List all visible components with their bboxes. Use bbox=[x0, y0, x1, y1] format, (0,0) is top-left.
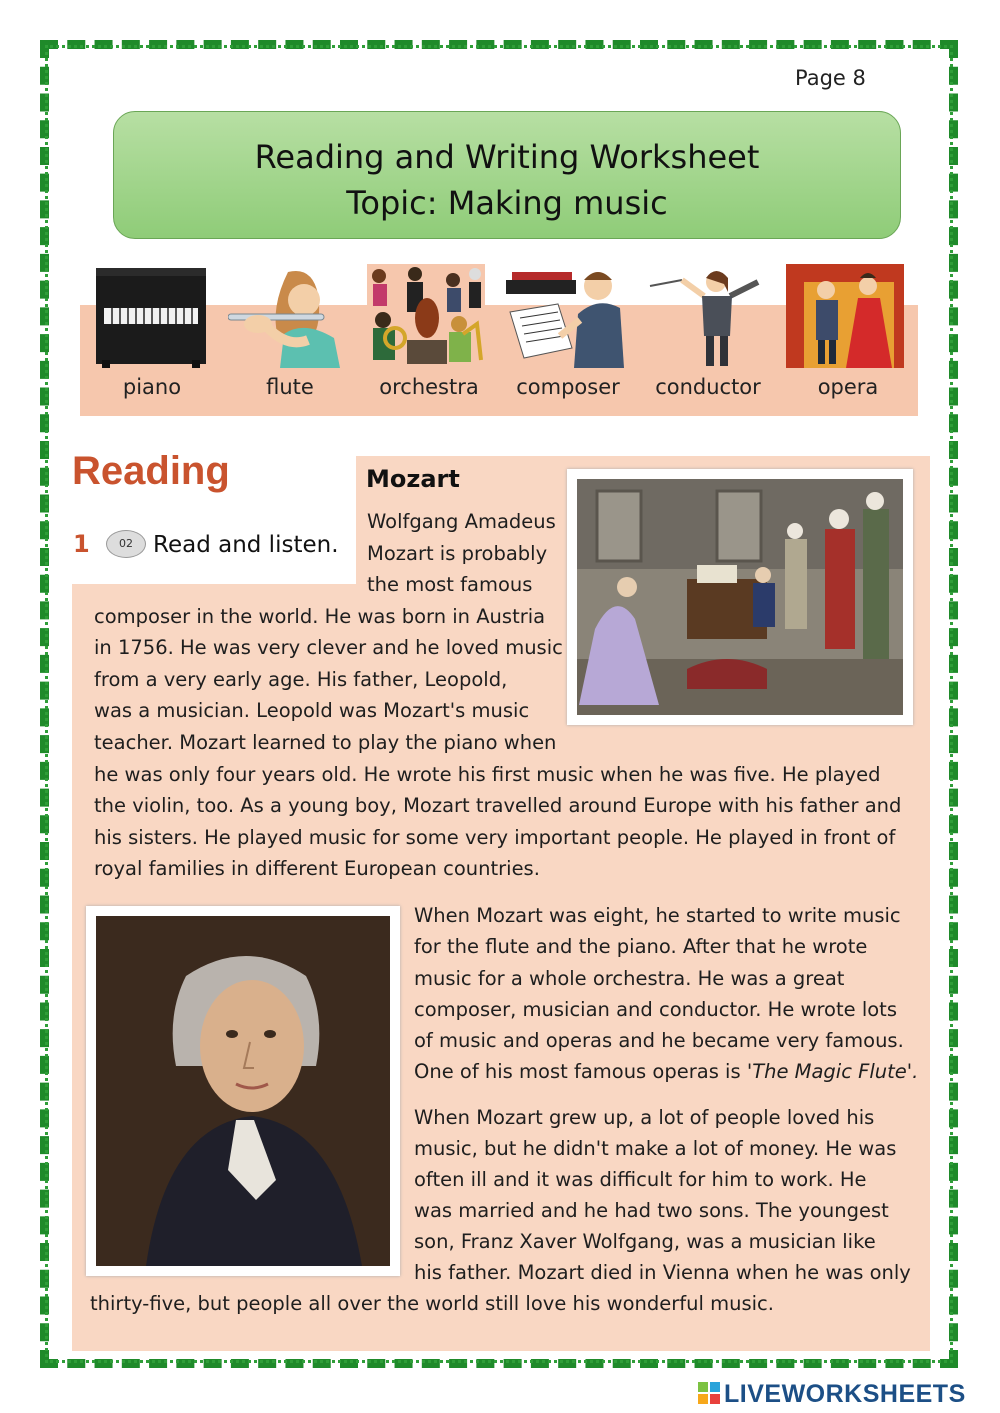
logo-mark-icon bbox=[698, 1382, 720, 1406]
vocab-label: conductor bbox=[655, 375, 761, 399]
piano-icon bbox=[90, 264, 208, 368]
section-heading: Reading bbox=[72, 449, 230, 493]
page-number: Page 8 bbox=[795, 66, 866, 90]
vocabulary-strip bbox=[80, 264, 918, 416]
mozart-portrait bbox=[86, 906, 400, 1276]
logo-text: LIVEWORKSHEETS bbox=[724, 1380, 966, 1408]
text-line: music for a whole orchestra. He was a great bbox=[414, 967, 845, 990]
conductor-icon bbox=[646, 264, 764, 368]
exercise-number: 1 bbox=[73, 530, 90, 558]
painting-image bbox=[567, 469, 913, 725]
text-line: from a very early age. His father, Leopold, bbox=[94, 668, 508, 691]
portrait-image bbox=[86, 906, 400, 1276]
text-line: was a musician. Leopold was Mozart's music bbox=[94, 699, 530, 722]
vocab-item-flute bbox=[220, 264, 346, 416]
vocab-item-piano bbox=[82, 264, 208, 416]
text-line: was married and he had two sons. The youngest bbox=[414, 1199, 889, 1222]
text-line: When Mozart grew up, a lot of people loved his bbox=[414, 1106, 875, 1129]
orchestra-icon bbox=[367, 264, 485, 368]
text-line: composer in the world. He was born in Austria bbox=[94, 605, 546, 628]
opera-title: 'The Magic Flute'. bbox=[746, 1060, 919, 1083]
text-line: his father. Mozart died in Vienna when he was only bbox=[414, 1261, 911, 1284]
text-line: for the flute and the piano. After that he wrote bbox=[414, 935, 868, 958]
vocab-label: composer bbox=[516, 375, 620, 399]
text-line: son, Franz Xaver Wolfgang, was a musician like bbox=[414, 1230, 876, 1253]
vocab-label: opera bbox=[817, 375, 879, 399]
text-line: of music and operas and he became very famous. bbox=[414, 1029, 904, 1052]
text-line: the violin, too. As a young boy, Mozart travelled around Europe with his father and bbox=[94, 794, 902, 817]
text-line: Wolfgang Amadeus bbox=[367, 510, 556, 533]
exercise-instruction: Read and listen. bbox=[153, 532, 339, 558]
text-line: royal families in different European countries. bbox=[94, 857, 540, 880]
vocab-item-composer bbox=[498, 264, 624, 416]
flute-player-icon bbox=[228, 264, 346, 368]
audio-track-icon[interactable] bbox=[106, 530, 146, 558]
text-line: the most famous bbox=[367, 573, 533, 596]
text-line: in 1756. He was very clever and he loved music bbox=[94, 636, 563, 659]
article-title: Mozart bbox=[366, 465, 460, 493]
mozart-concert-painting bbox=[567, 469, 913, 725]
text-line: often ill and it was difficult for him to work. He bbox=[414, 1168, 867, 1191]
vocab-label: flute bbox=[266, 375, 314, 399]
title-banner bbox=[113, 111, 901, 239]
text-segment: One of his most famous operas is bbox=[414, 1060, 747, 1083]
opera-singers-icon bbox=[786, 264, 904, 368]
vocab-item-opera bbox=[778, 264, 904, 416]
vocab-item-conductor bbox=[638, 264, 764, 416]
text-line: composer, musician and conductor. He wrote lots bbox=[414, 998, 897, 1021]
text-line: thirty-five, but people all over the world still love his wonderful music. bbox=[90, 1292, 774, 1315]
worksheet-title: Reading and Writing Worksheet bbox=[254, 138, 760, 176]
text-line: Mozart is probably bbox=[367, 542, 548, 565]
text-line: teacher. Mozart learned to play the piano when bbox=[94, 731, 557, 754]
text-line: music, but he didn't make a lot of money. He was bbox=[414, 1137, 897, 1160]
text-line bbox=[414, 1056, 918, 1088]
text-line: his sisters. He played music for some very important people. He played in front of bbox=[94, 826, 896, 849]
worksheet-topic: Topic: Making music bbox=[346, 184, 668, 222]
vocab-label: piano bbox=[122, 375, 182, 399]
audio-track-number: 02 bbox=[119, 537, 133, 550]
vocab-label: orchestra bbox=[379, 375, 479, 399]
text-line: When Mozart was eight, he started to write music bbox=[414, 904, 901, 927]
vocab-item-orchestra bbox=[359, 264, 485, 416]
text-line: he was only four years old. He wrote his first music when he was five. He played bbox=[94, 763, 881, 786]
composer-icon bbox=[506, 264, 624, 368]
